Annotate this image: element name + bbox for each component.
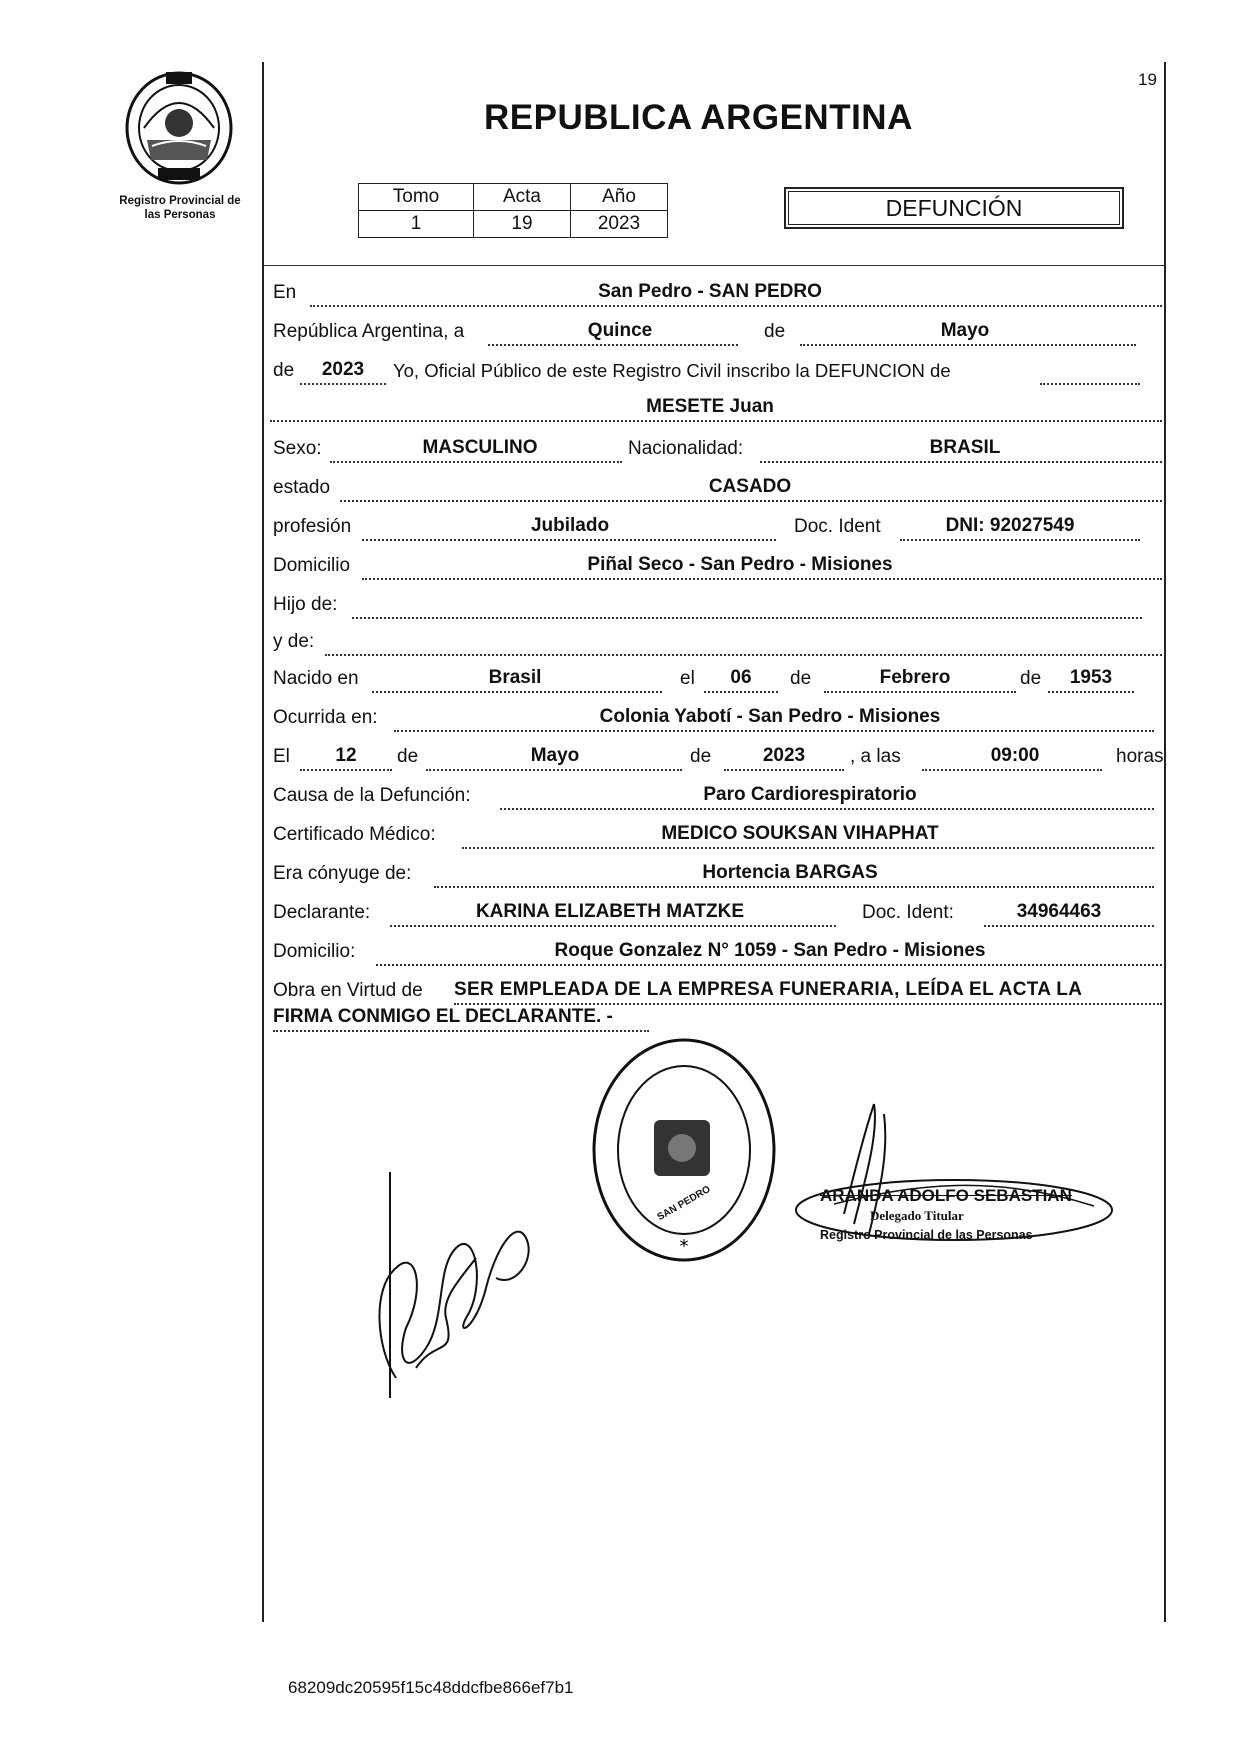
dots <box>372 691 662 693</box>
doc-ident-label: Doc. Ident <box>794 516 881 537</box>
ocurrida-label: Ocurrida en: <box>273 707 378 728</box>
causa-label: Causa de la Defunción: <box>273 785 471 806</box>
registry-name-line2: las Personas <box>144 209 216 221</box>
dots <box>760 461 1162 463</box>
dots <box>362 539 776 541</box>
obra-line1: SER EMPLEADA DE LA EMPRESA FUNERARIA, LEÍDA EL ACTA LA <box>454 979 1083 1000</box>
nacido-label: Nacido en <box>273 668 359 689</box>
domicilio2-value: Roque Gonzalez N° 1059 - San Pedro - Misiones <box>554 940 986 961</box>
de-label: de <box>790 668 812 689</box>
province-logo <box>122 68 236 186</box>
hijo-label: Hijo de: <box>273 594 338 615</box>
dots <box>394 730 1154 732</box>
doc-ident2-value: 34964463 <box>1016 901 1102 922</box>
doc-ident2-label: Doc. Ident: <box>862 902 954 923</box>
de-label: de <box>273 360 295 381</box>
domicilio-label: Domicilio <box>273 555 351 576</box>
dots <box>270 420 1162 422</box>
de-label: de <box>690 746 712 767</box>
header-tomo: Tomo <box>359 184 474 211</box>
dots <box>488 344 738 346</box>
a-las-label: , a las <box>850 746 901 767</box>
nacido-dia: 06 <box>730 667 752 688</box>
dots <box>325 654 1162 656</box>
dots <box>704 691 778 693</box>
document-hash: 68209dc20595f15c48ddcfbe866ef7b1 <box>288 1678 574 1697</box>
place-value: San Pedro - SAN PEDRO <box>598 281 822 302</box>
header-acta: Acta <box>474 184 571 211</box>
act-type-box <box>784 187 1124 229</box>
form-top-rule <box>264 265 1164 266</box>
obra-line2: FIRMA CONMIGO EL DECLARANTE. - <box>273 1006 613 1027</box>
sexo-value: MASCULINO <box>422 437 538 458</box>
svg-text:*: * <box>679 1236 689 1257</box>
deceased-name: MESETE Juan <box>646 396 774 417</box>
dots <box>340 500 1162 502</box>
dots <box>824 691 1016 693</box>
official-stamp <box>590 1038 778 1268</box>
muerte-hora: 09:00 <box>990 745 1040 766</box>
dots <box>1040 383 1140 385</box>
conyuge-label: Era cónyuge de: <box>273 863 412 884</box>
dots <box>426 769 682 771</box>
declarante-value: KARINA ELIZABETH MATZKE <box>475 901 745 922</box>
dots <box>390 925 836 927</box>
declarant-signature <box>366 1168 556 1408</box>
right-margin-line <box>1164 62 1166 1622</box>
officer-text: Yo, Oficial Público de este Registro Civil inscribo la DEFUNCION de <box>393 360 951 381</box>
declarante-label: Declarante: <box>273 902 371 923</box>
muerte-anio: 2023 <box>762 745 806 766</box>
horas-label: horas <box>1116 746 1164 767</box>
left-margin-line <box>262 62 264 1622</box>
domicilio2-label: Domicilio: <box>273 941 356 962</box>
dots <box>462 847 1154 849</box>
en-label: En <box>273 282 297 303</box>
dots <box>352 617 1142 619</box>
estado-value: CASADO <box>708 476 792 497</box>
registry-name <box>100 194 260 222</box>
dots <box>1048 691 1134 693</box>
dots <box>800 344 1136 346</box>
dots <box>922 769 1102 771</box>
dots <box>434 886 1154 888</box>
act-type: DEFUNCIÓN <box>885 195 1023 221</box>
de-label: de <box>397 746 419 767</box>
el-label: el <box>680 668 695 689</box>
dots <box>454 1003 1162 1005</box>
dots <box>724 769 844 771</box>
ocurrida-value: Colonia Yabotí - San Pedro - Misiones <box>599 706 941 727</box>
causa-value: Paro Cardiorespiratorio <box>703 784 917 805</box>
sexo-label: Sexo: <box>273 438 322 459</box>
profesion-label: profesión <box>273 516 352 537</box>
certificado-value: MEDICO SOUKSAN VIHAPHAT <box>661 823 939 844</box>
estado-label: estado <box>273 477 331 498</box>
registry-name-line1: Registro Provincial de <box>119 195 241 207</box>
republic-label: República Argentina, a <box>273 321 465 342</box>
obra-label: Obra en Virtud de <box>273 980 423 1001</box>
official-role: Delegado Titular <box>870 1208 964 1223</box>
year-value: 2023 <box>321 359 365 380</box>
nacido-mes: Febrero <box>879 667 951 688</box>
nacido-lugar: Brasil <box>488 667 542 688</box>
value-tomo: 1 <box>359 211 474 238</box>
nacionalidad-label: Nacionalidad: <box>628 438 744 459</box>
de-label: de <box>764 321 786 342</box>
dots <box>273 1030 649 1032</box>
page-number: 19 <box>1138 70 1157 89</box>
dots <box>362 578 1162 580</box>
stamp-center-text: SAN PEDRO <box>655 1183 713 1224</box>
nacido-anio: 1953 <box>1069 667 1113 688</box>
muerte-mes: Mayo <box>530 745 580 766</box>
muerte-dia: 12 <box>335 745 357 766</box>
y-de-label: y de: <box>273 631 315 652</box>
dots <box>310 305 1162 307</box>
dots <box>300 383 386 385</box>
value-acta: 19 <box>474 211 571 238</box>
domicilio-value: Piñal Seco - San Pedro - Misiones <box>587 554 893 575</box>
dots <box>500 808 1154 810</box>
dots <box>984 925 1154 927</box>
dots <box>900 539 1140 541</box>
dots <box>330 461 622 463</box>
doc-ident-value: DNI: 92027549 <box>945 515 1075 536</box>
nacionalidad-value: BRASIL <box>929 437 1001 458</box>
month-value: Mayo <box>940 320 990 341</box>
de-label: de <box>1020 668 1042 689</box>
day-words: Quince <box>587 320 653 341</box>
el2-label: El <box>273 746 290 767</box>
dots <box>300 769 392 771</box>
record-table <box>358 183 668 238</box>
conyuge-value: Hortencia BARGAS <box>702 862 878 883</box>
document-title: REPUBLICA ARGENTINA <box>484 98 913 137</box>
official-name: ARANDA ADOLFO SEBASTIAN <box>820 1186 1072 1205</box>
header-anio: Año <box>571 184 668 211</box>
official-office: Registro Provincial de las Personas <box>820 1228 1033 1242</box>
value-anio: 2023 <box>571 211 668 238</box>
profesion-value: Jubilado <box>530 515 610 536</box>
certificado-label: Certificado Médico: <box>273 824 436 845</box>
dots <box>376 964 1162 966</box>
